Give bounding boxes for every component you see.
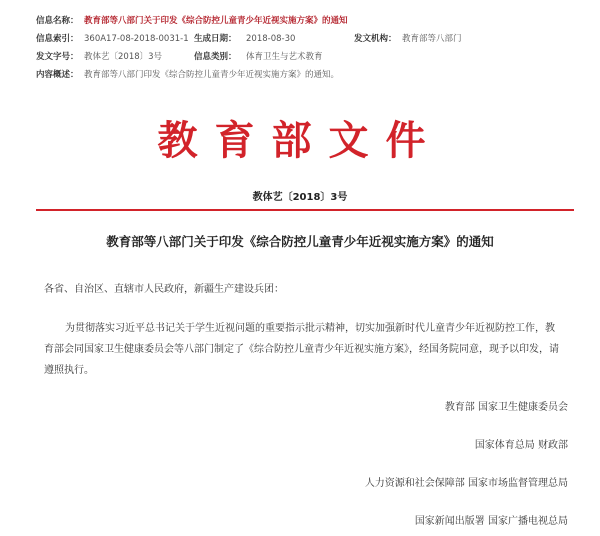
meta-row-docno: [36, 48, 576, 66]
document-metadata: [36, 12, 576, 84]
index-label: 信息索引：: [36, 34, 79, 44]
addressee: 各省、自治区、直辖市人民政府，新疆生产建设兵团：: [44, 284, 284, 295]
category-label: 信息类别：: [194, 52, 237, 62]
date-label: 生成日期：: [194, 34, 237, 44]
signatory-line: 教育部 国家卫生健康委员会: [444, 402, 568, 413]
date-value: 2018-08-30: [246, 34, 296, 44]
signatory-line: 国家体育总局 财政部: [474, 440, 568, 451]
issuer-label: 发文机构：: [354, 34, 397, 44]
summary-value: 教育部等八部门印发《综合防控儿童青少年近视实施方案》的通知。: [84, 70, 340, 80]
category-value: 体育卫生与艺术教育: [246, 52, 323, 62]
document-masthead: 教育部文件: [157, 117, 443, 164]
signatory-line: 国家新闻出版署 国家广播电视总局: [414, 516, 568, 527]
notice-title: 教育部等八部门关于印发《综合防控儿童青少年近视实施方案》的通知: [106, 234, 494, 249]
docno-label: 发文字号：: [36, 52, 79, 62]
document-number: 教体艺〔2018〕3号: [252, 192, 348, 203]
red-divider: [36, 209, 574, 211]
summary-label: 内容概述：: [36, 70, 79, 80]
meta-row-info-name: [36, 12, 576, 30]
info-name-link[interactable]: 教育部等八部门关于印发《综合防控儿童青少年近视实施方案》的通知: [84, 16, 348, 26]
body-paragraph: 为贯彻落实习近平总书记关于学生近视问题的重要指示批示精神，切实加强新时代儿童青少年近视防控工作，教育部会同国家卫生健康委员会等八部门制定了《综合防控儿童青少年近视实施方案》，经国务院同意，现予以印发，请遵照执行。: [44, 323, 559, 376]
issuer-value: 教育部等八部门: [402, 34, 462, 44]
meta-row-summary: [36, 66, 576, 84]
info-name-label: 信息名称：: [36, 16, 79, 26]
signatory-line: 人力资源和社会保障部 国家市场监督管理总局: [364, 478, 568, 489]
docno-value: 教体艺〔2018〕3号: [84, 52, 163, 62]
index-value: 360A17-08-2018-0031-1: [84, 34, 189, 44]
meta-row-index: [36, 30, 576, 48]
